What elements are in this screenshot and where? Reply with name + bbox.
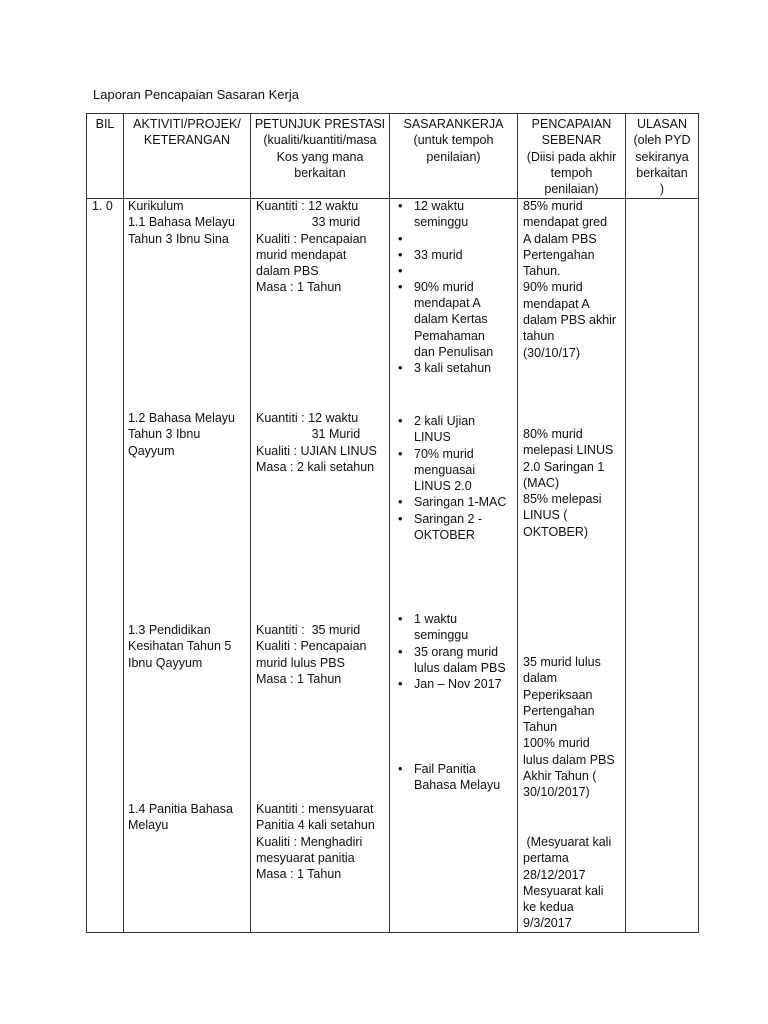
cell-line: Kesihatan Tahun 5 bbox=[128, 639, 232, 654]
cell-line: Kuantiti : 12 waktu bbox=[256, 199, 359, 213]
cell-line: • Saringan 2 - bbox=[414, 511, 483, 526]
item-1-pencapaian bbox=[523, 198, 616, 361]
cell-line: Kurikulum bbox=[128, 199, 184, 213]
cell-line: 28/12/2017 bbox=[523, 867, 586, 882]
cell-line: Pertengahan bbox=[523, 703, 595, 718]
cell-line: Masa : 1 Tahun bbox=[256, 280, 342, 295]
item-4-aktiviti bbox=[128, 801, 233, 834]
cell-line: pertama bbox=[523, 851, 569, 866]
cell-line: Masa : 2 kali setahun bbox=[256, 459, 375, 474]
cell-line: Kualiti : Pencapaian bbox=[256, 231, 367, 246]
item-4-petunjuk bbox=[256, 801, 375, 882]
cell-line: Qayyum bbox=[128, 443, 175, 458]
cell-line: 31 Murid bbox=[256, 427, 361, 442]
header-text: (Diisi pada akhir bbox=[526, 149, 617, 164]
item-2-aktiviti bbox=[128, 410, 235, 459]
list-item bbox=[394, 360, 493, 376]
cell-line: Bahasa Melayu bbox=[414, 778, 501, 793]
cell-line: dalam bbox=[523, 671, 558, 686]
cell-line: dan Penulisan bbox=[414, 345, 494, 360]
item-2-sasaran bbox=[394, 413, 506, 543]
list-item bbox=[394, 611, 506, 644]
cell-line: LINUS bbox=[414, 430, 451, 445]
header-text: tempoh bbox=[550, 165, 593, 180]
header-text: berkaitan bbox=[294, 165, 346, 180]
cell-line: Kualiti : Pencapaian bbox=[256, 639, 367, 654]
cell-line: • 90% murid bbox=[414, 279, 474, 294]
header-text: SASARANKERJA bbox=[403, 117, 504, 131]
cell-line: melepasi LINUS bbox=[523, 443, 614, 458]
cell-line: • Jan – Nov 2017 bbox=[414, 677, 502, 692]
cell-line: Tahun 3 Ibnu Sina bbox=[128, 231, 229, 246]
cell-line: 80% murid bbox=[523, 427, 583, 441]
cell-line: Kuantiti : 35 murid bbox=[256, 623, 361, 637]
item-1-aktiviti bbox=[128, 198, 235, 247]
cell-line: • 12 waktu bbox=[414, 199, 465, 213]
cell-line: dalam PBS bbox=[256, 264, 319, 279]
header-text: AKTIVITI/PROJEK/ bbox=[133, 117, 241, 131]
list-item bbox=[394, 247, 493, 263]
item-1-petunjuk bbox=[256, 198, 367, 296]
list-item bbox=[394, 279, 493, 360]
document-title: Laporan Pencapaian Sasaran Kerja bbox=[93, 87, 299, 102]
cell-line: 85% murid bbox=[523, 199, 583, 213]
cell-line: 9/3/2017 bbox=[523, 916, 572, 931]
header-sasaran bbox=[390, 116, 517, 165]
cell-line: 90% murid bbox=[523, 280, 583, 295]
header-ulasan bbox=[626, 116, 698, 197]
col-border bbox=[698, 113, 699, 933]
cell-line: A dalam PBS bbox=[523, 231, 597, 246]
cell-line: Ibnu Qayyum bbox=[128, 655, 203, 670]
header-text: berkaitan bbox=[636, 165, 688, 180]
header-text: Kos yang mana bbox=[276, 149, 364, 164]
table-border-bottom bbox=[86, 932, 699, 933]
cell-line: Melayu bbox=[128, 818, 169, 833]
cell-line: seminggu bbox=[414, 215, 469, 230]
cell-line: 33 murid bbox=[256, 215, 361, 230]
header-text: BIL bbox=[95, 117, 115, 131]
cell-line: mendapat A bbox=[523, 296, 590, 311]
cell-line: Peperiksaan bbox=[523, 687, 593, 702]
cell-line: Kuantiti : mensyuarat bbox=[256, 802, 374, 816]
cell-line: • 2 kali Ujian bbox=[414, 414, 476, 428]
header-text: PETUNJUK PRESTASI bbox=[254, 117, 386, 131]
header-pencapaian bbox=[518, 116, 625, 197]
cell-line: 1.4 Panitia Bahasa bbox=[128, 802, 233, 816]
cell-line: 1.1 Bahasa Melayu bbox=[128, 215, 236, 230]
cell-line: Akhir Tahun ( bbox=[523, 769, 597, 784]
cell-line: • 33 murid bbox=[414, 247, 463, 262]
item-3-aktiviti bbox=[128, 622, 231, 671]
report-table bbox=[86, 113, 699, 933]
table-border-top bbox=[86, 113, 699, 114]
row-bil bbox=[92, 198, 113, 214]
list-item bbox=[394, 761, 500, 794]
header-text: (oleh PYD bbox=[633, 133, 691, 148]
cell-line: 1.2 Bahasa Melayu bbox=[128, 411, 236, 425]
cell-line: menguasai bbox=[414, 462, 476, 477]
cell-line: Kualiti : Menghadiri bbox=[256, 834, 363, 849]
cell-line: 1.3 Pendidikan bbox=[128, 623, 211, 637]
item-2-petunjuk bbox=[256, 410, 377, 475]
header-text: sekiranya bbox=[635, 149, 689, 164]
list-item bbox=[394, 198, 493, 231]
cell-line: • 1 waktu bbox=[414, 612, 458, 626]
header-aktiviti bbox=[124, 116, 250, 149]
header-text: penilaian) bbox=[544, 182, 599, 197]
cell-line: LINUS 2.0 bbox=[414, 479, 472, 494]
item-3-sasaran bbox=[394, 611, 506, 692]
cell-line: lulus dalam PBS bbox=[414, 660, 506, 675]
cell-line: Kuantiti : 12 waktu bbox=[256, 411, 359, 425]
cell-line: 2.0 Saringan 1 bbox=[523, 459, 605, 474]
cell-line: mesyuarat panitia bbox=[256, 850, 355, 865]
col-border bbox=[86, 113, 87, 933]
cell-line: dalam PBS akhir bbox=[523, 313, 617, 328]
col-border bbox=[123, 113, 124, 933]
item-2-pencapaian bbox=[523, 426, 613, 540]
cell-line: (Mesyuarat kali bbox=[523, 835, 612, 849]
cell-line: mendapat gred bbox=[523, 215, 608, 230]
cell-line: murid lulus PBS bbox=[256, 655, 345, 670]
header-text: (untuk tempoh bbox=[413, 133, 494, 148]
cell-line: LINUS ( bbox=[523, 508, 568, 523]
cell-line: 85% melepasi bbox=[523, 492, 602, 507]
item-3-petunjuk bbox=[256, 622, 367, 687]
list-item bbox=[394, 676, 506, 692]
item-1-sasaran bbox=[394, 198, 493, 377]
cell-line: Kualiti : UJIAN LINUS bbox=[256, 443, 377, 458]
header-text: KETERANGAN bbox=[143, 133, 231, 148]
cell-line: Panitia 4 kali setahun bbox=[256, 818, 375, 833]
cell-line: Tahun bbox=[523, 720, 558, 735]
cell-line: ke kedua bbox=[523, 900, 574, 915]
list-item bbox=[394, 511, 506, 544]
header-bil bbox=[87, 116, 123, 132]
cell-line: lulus dalam PBS bbox=[523, 752, 615, 767]
col-border bbox=[250, 113, 251, 933]
cell-line: murid mendapat bbox=[256, 247, 347, 262]
cell-line: Tahun 3 Ibnu bbox=[128, 427, 201, 442]
cell-line: • 3 kali setahun bbox=[414, 361, 492, 376]
cell-line: 100% murid bbox=[523, 736, 590, 751]
cell-line: • 35 orang murid bbox=[414, 644, 499, 659]
cell-line: OKTOBER bbox=[414, 528, 475, 543]
cell-line: seminggu bbox=[414, 628, 469, 643]
cell-line: 30/10/2017) bbox=[523, 785, 590, 800]
col-border bbox=[517, 113, 518, 933]
cell-line: Pertengahan bbox=[523, 247, 595, 262]
cell-line: • Fail Panitia bbox=[414, 762, 476, 776]
cell-line: 35 murid lulus bbox=[523, 655, 601, 669]
bil-value: 1. 0 bbox=[92, 199, 113, 213]
cell-line: Mesyuarat kali bbox=[523, 883, 604, 898]
cell-line: • Saringan 1-MAC bbox=[414, 495, 507, 510]
cell-line: mendapat A bbox=[414, 296, 481, 311]
cell-line: dalam Kertas bbox=[414, 312, 488, 327]
list-item bbox=[394, 413, 506, 446]
cell-line: (30/10/17) bbox=[523, 345, 580, 360]
list-item bbox=[394, 446, 506, 495]
list-item bbox=[394, 644, 506, 677]
header-text: ) bbox=[659, 182, 665, 197]
cell-line: Masa : 1 Tahun bbox=[256, 867, 342, 882]
header-text: ULASAN bbox=[636, 117, 688, 131]
cell-line: (MAC) bbox=[523, 475, 560, 490]
cell-line: tahun bbox=[523, 329, 555, 344]
cell-line: • 70% murid bbox=[414, 446, 474, 461]
cell-line: Pemahaman bbox=[414, 328, 485, 343]
spacer bbox=[394, 263, 493, 279]
header-text: SEBENAR bbox=[541, 133, 602, 148]
list-item bbox=[394, 494, 506, 510]
header-text: (kualiti/kuantiti/masa bbox=[263, 133, 377, 148]
item-4-pencapaian bbox=[523, 834, 611, 932]
item-3-pencapaian bbox=[523, 654, 615, 801]
cell-line: OKTOBER) bbox=[523, 524, 589, 539]
item-4-sasaran bbox=[394, 761, 500, 794]
col-border bbox=[625, 113, 626, 933]
spacer bbox=[394, 231, 493, 247]
cell-line: Tahun. bbox=[523, 264, 561, 279]
cell-line: Masa : 1 Tahun bbox=[256, 671, 342, 686]
col-border bbox=[389, 113, 390, 933]
header-text: penilaian) bbox=[426, 149, 481, 164]
header-petunjuk bbox=[251, 116, 389, 181]
header-text: PENCAPAIAN bbox=[531, 117, 612, 131]
